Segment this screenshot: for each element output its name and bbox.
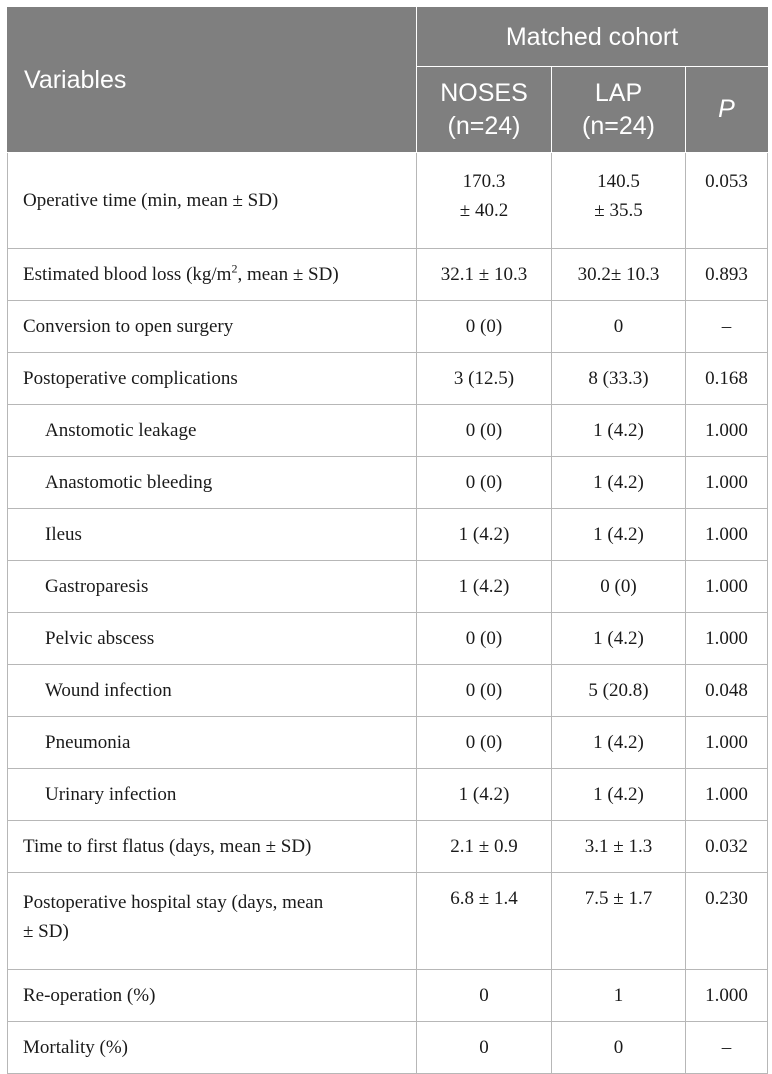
noses-value: 2.1 ± 0.9	[417, 821, 552, 873]
table-row	[8, 717, 768, 769]
table-row	[8, 665, 768, 717]
lap-value: 1 (4.2)	[552, 509, 686, 561]
p-value-header: P	[686, 67, 768, 153]
noses-value: 1 (4.2)	[417, 561, 552, 613]
noses-header-name: NOSES	[440, 78, 528, 107]
table-row	[8, 153, 768, 249]
lap-header-n: (n=24)	[582, 111, 655, 140]
matched-cohort-header: Matched cohort	[417, 8, 768, 67]
p-value: 0.032	[686, 821, 768, 873]
row-label: Postoperative complications	[8, 353, 417, 405]
row-label: Mortality (%)	[8, 1022, 417, 1074]
table-row	[8, 561, 768, 613]
p-value: 1.000	[686, 613, 768, 665]
results-table	[7, 7, 768, 1074]
noses-value: 0	[417, 970, 552, 1022]
results-table-container	[7, 7, 768, 1074]
lap-header	[552, 67, 686, 153]
variables-header: Variables	[8, 8, 417, 153]
lap-value: 1 (4.2)	[552, 457, 686, 509]
lap-value: 7.5 ± 1.7	[552, 873, 686, 970]
row-label: Wound infection	[8, 665, 417, 717]
p-value: 1.000	[686, 405, 768, 457]
lap-value-line2: ± 35.5	[594, 200, 643, 221]
row-label: Ileus	[8, 509, 417, 561]
lap-value: 8 (33.3)	[552, 353, 686, 405]
noses-value	[417, 153, 552, 249]
noses-value-line1: 170.3	[462, 171, 506, 192]
table-row	[8, 1022, 768, 1074]
p-value: 1.000	[686, 509, 768, 561]
row-label: Operative time (min, mean ± SD)	[8, 153, 417, 249]
noses-value: 32.1 ± 10.3	[417, 249, 552, 301]
lap-value: 3.1 ± 1.3	[552, 821, 686, 873]
noses-value: 1 (4.2)	[417, 509, 552, 561]
table-row	[8, 457, 768, 509]
noses-value: 3 (12.5)	[417, 353, 552, 405]
table-row	[8, 769, 768, 821]
lap-value-line1: 140.5	[597, 171, 640, 192]
p-value: 1.000	[686, 769, 768, 821]
p-value: 1.000	[686, 561, 768, 613]
p-value: 1.000	[686, 717, 768, 769]
noses-value: 6.8 ± 1.4	[417, 873, 552, 970]
row-label-line2: ± SD)	[23, 921, 69, 942]
p-value: 1.000	[686, 970, 768, 1022]
table-row	[8, 353, 768, 405]
lap-value: 0	[552, 1022, 686, 1074]
p-value: 0.230	[686, 873, 768, 970]
row-label: Conversion to open surgery	[8, 301, 417, 353]
row-label: Urinary infection	[8, 769, 417, 821]
lap-value: 1	[552, 970, 686, 1022]
row-label: Pelvic abscess	[8, 613, 417, 665]
lap-value: 1 (4.2)	[552, 717, 686, 769]
noses-value-line2: ± 40.2	[459, 200, 509, 221]
table-row	[8, 509, 768, 561]
row-label: Gastroparesis	[8, 561, 417, 613]
row-label: Anastomotic bleeding	[8, 457, 417, 509]
p-value: 0.168	[686, 353, 768, 405]
lap-value: 0 (0)	[552, 561, 686, 613]
table-row	[8, 613, 768, 665]
row-label: Re-operation (%)	[8, 970, 417, 1022]
lap-header-name: LAP	[594, 78, 643, 107]
table-row	[8, 249, 768, 301]
lap-value: 5 (20.8)	[552, 665, 686, 717]
lap-value	[552, 153, 686, 249]
row-label	[8, 249, 417, 301]
p-value: 0.048	[686, 665, 768, 717]
row-label-part: Estimated blood loss (kg/m	[23, 263, 232, 285]
noses-value: 0 (0)	[417, 301, 552, 353]
noses-value: 1 (4.2)	[417, 769, 552, 821]
noses-value: 0	[417, 1022, 552, 1074]
p-value: –	[686, 301, 768, 353]
lap-value: 1 (4.2)	[552, 613, 686, 665]
p-value: 0.893	[686, 249, 768, 301]
noses-value: 0 (0)	[417, 613, 552, 665]
row-label: Time to first flatus (days, mean ± SD)	[8, 821, 417, 873]
table-row	[8, 873, 768, 970]
noses-value: 0 (0)	[417, 717, 552, 769]
p-value: –	[686, 1022, 768, 1074]
table-row	[8, 301, 768, 353]
lap-value: 1 (4.2)	[552, 405, 686, 457]
table-body	[8, 153, 768, 1074]
table-row	[8, 821, 768, 873]
row-label: Pneumonia	[8, 717, 417, 769]
noses-value: 0 (0)	[417, 405, 552, 457]
lap-value: 1 (4.2)	[552, 769, 686, 821]
row-label-line1: Postoperative hospital stay (days, mean	[23, 892, 324, 913]
row-label	[8, 873, 417, 970]
table-row	[8, 970, 768, 1022]
noses-header-n: (n=24)	[447, 111, 521, 140]
lap-value: 30.2± 10.3	[552, 249, 686, 301]
p-value: 1.000	[686, 457, 768, 509]
noses-header	[417, 67, 552, 153]
row-label-superscript: 2	[231, 261, 238, 276]
table-header	[8, 8, 768, 153]
noses-value: 0 (0)	[417, 665, 552, 717]
table-row	[8, 405, 768, 457]
row-label-part: , mean ± SD)	[237, 263, 339, 285]
noses-value: 0 (0)	[417, 457, 552, 509]
lap-value: 0	[552, 301, 686, 353]
row-label: Anstomotic leakage	[8, 405, 417, 457]
p-value: 0.053	[686, 153, 768, 249]
